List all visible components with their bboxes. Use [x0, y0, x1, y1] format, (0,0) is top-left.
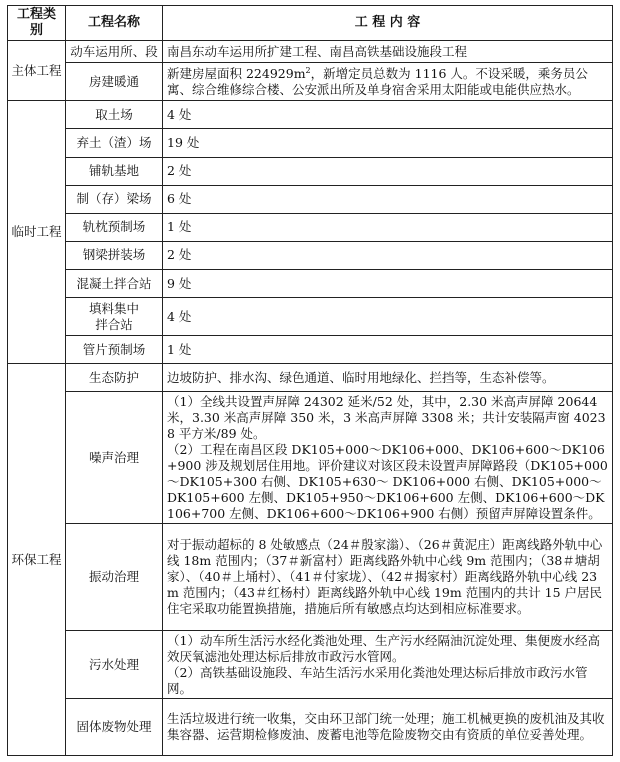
content-paragraph: 对于振动超标的 8 处敏感点（24＃殷家滃）、（26＃黄泥庄）距离线路外轨中心线 18m 范围内；（37＃新富村）距离线路外轨中心线 9m 范围内；（38＃塘胡家）、（40＃上埇村）、（41＃付家垅）、（42＃揭家村）距离线路外轨中心线 23m 范围内；（43＃红杨村）距离线路外轨中心线 19m 范围内的共计 15 户居民住宅采取功能置换措施，措施后所有敏感点均达到相应标准要求。 [167, 537, 603, 617]
project-content-cell [163, 157, 613, 185]
project-content-cell [163, 41, 613, 63]
content-paragraph: （2）工程在南昌区段 DK105+000～DK106+000、DK106+600～DK106+900 涉及规划居住用地。评价建议对该区段未设置声屏障路段（DK105+000～DK105+300 右侧、DK105+630～ DK106+000 右侧、DK105+000～DK105+600 左侧、DK105+950～DK106+600 左侧、DK106+600～DK106+700 左侧、DK106+600～DK106+900 右侧）预留声屏障设置条件。 [167, 441, 608, 521]
project-name-cell: 噪声治理 [66, 392, 163, 524]
content-paragraph: 生活垃圾进行统一收集，交由环卫部门统一处理；施工机械更换的废机油及其收集容器、运营期检修废油、废蓄电池等危险废物交由有资质的单位妥善处理。 [167, 710, 605, 742]
project-name-cell: 管片预制场 [66, 336, 163, 364]
env-row [8, 698, 613, 755]
temp-row [8, 185, 613, 213]
temp-row [8, 213, 613, 241]
project-name-cell: 固体废物处理 [66, 698, 163, 755]
content-paragraph: 4 处 [167, 308, 192, 324]
project-name-cell: 混凝土拌合站 [66, 270, 163, 298]
project-name-cell: 弃土（渣）场 [66, 129, 163, 157]
project-name-cell: 房建暖通 [66, 63, 163, 101]
content-paragraph: 南昌东动车运用所扩建工程、南昌高铁基础设施段工程 [167, 43, 468, 59]
project-name-cell: 钢梁拼装场 [66, 241, 163, 269]
temp-row [8, 241, 613, 269]
project-content-cell [163, 101, 613, 129]
content-paragraph: 19 处 [167, 135, 200, 150]
env-row [8, 392, 613, 524]
content-paragraph: 1 处 [167, 341, 192, 357]
project-name-cell: 污水处理 [66, 631, 163, 698]
temp-row [8, 298, 613, 336]
category-cell: 临时工程 [8, 101, 66, 364]
category-cell: 环保工程 [8, 364, 66, 756]
project-content-cell [163, 631, 613, 698]
content-paragraph: 边坡防护、排水沟、绿色通道、临时用地绿化、拦挡等，生态补偿等。 [167, 369, 555, 385]
project-content-cell [163, 129, 613, 157]
temp-row [8, 157, 613, 185]
content-paragraph: 新建房屋面积 $224929m^2$，新增定员总数为 1116 人。不设采暖，乘务员公寓、综合维修综合楼、公安派出所及单身宿舍采用太阳能或电能供应热水。 [167, 65, 588, 97]
header-row [8, 6, 613, 41]
project-name-cell: 铺轨基地 [66, 157, 163, 185]
main-row [8, 41, 613, 63]
header-content: 工 程 内 容 [163, 6, 613, 41]
project-name-cell: 取土场 [66, 101, 163, 129]
temp-row [8, 129, 613, 157]
project-name-cell: 生态防护 [66, 364, 163, 392]
content-paragraph: （1）动车所生活污水经化粪池处理、生产污水经隔油沉淀处理、集便废水经高效厌氧滤池处理达标后排放市政污水管网。 [167, 632, 600, 664]
header-name: 工程名称 [66, 6, 163, 41]
temp-row [8, 336, 613, 364]
project-name-cell: 轨枕预制场 [66, 213, 163, 241]
project-content-cell [163, 523, 613, 630]
project-content-cell [163, 392, 613, 524]
content-paragraph: 4 处 [167, 106, 192, 122]
project-content-cell [163, 241, 613, 269]
content-paragraph: （2）高铁基础设施段、车站生活污水采用化粪池处理达标后排放市政污水管网。 [167, 664, 588, 696]
project-content-cell [163, 213, 613, 241]
env-row [8, 631, 613, 698]
env-row [8, 523, 613, 630]
content-paragraph: 2 处 [167, 247, 192, 263]
env-row [8, 364, 613, 392]
project-name-cell: 填料集中 拌合站 [66, 298, 163, 336]
header-category: 工程类别 [8, 6, 66, 41]
main-row [8, 63, 613, 101]
content-paragraph: 9 处 [167, 275, 192, 291]
category-cell: 主体工程 [8, 41, 66, 101]
content-paragraph: 1 处 [167, 219, 192, 235]
content-paragraph: 6 处 [167, 191, 192, 207]
project-content-cell [163, 364, 613, 392]
project-content-cell [163, 336, 613, 364]
project-content-cell [163, 298, 613, 336]
project-content-cell [163, 270, 613, 298]
project-name-cell: 动车运用所、段 [66, 41, 163, 63]
temp-row [8, 270, 613, 298]
content-paragraph: 2 处 [167, 163, 192, 179]
content-paragraph: （1）全线共设置声屏障 24302 延米/52 处，其中，2.30 米高声屏障 20644 米，3.30 米高声屏障 350 米，3 米高声屏障 3308 米；共计安装隔声窗 40238 平方米/89 处。 [167, 393, 606, 441]
project-name-cell: 振动治理 [66, 523, 163, 630]
temp-row [8, 101, 613, 129]
project-table [7, 5, 613, 756]
project-name-cell: 制（存）梁场 [66, 185, 163, 213]
project-content-cell [163, 63, 613, 101]
project-content-cell [163, 185, 613, 213]
project-content-cell [163, 698, 613, 755]
